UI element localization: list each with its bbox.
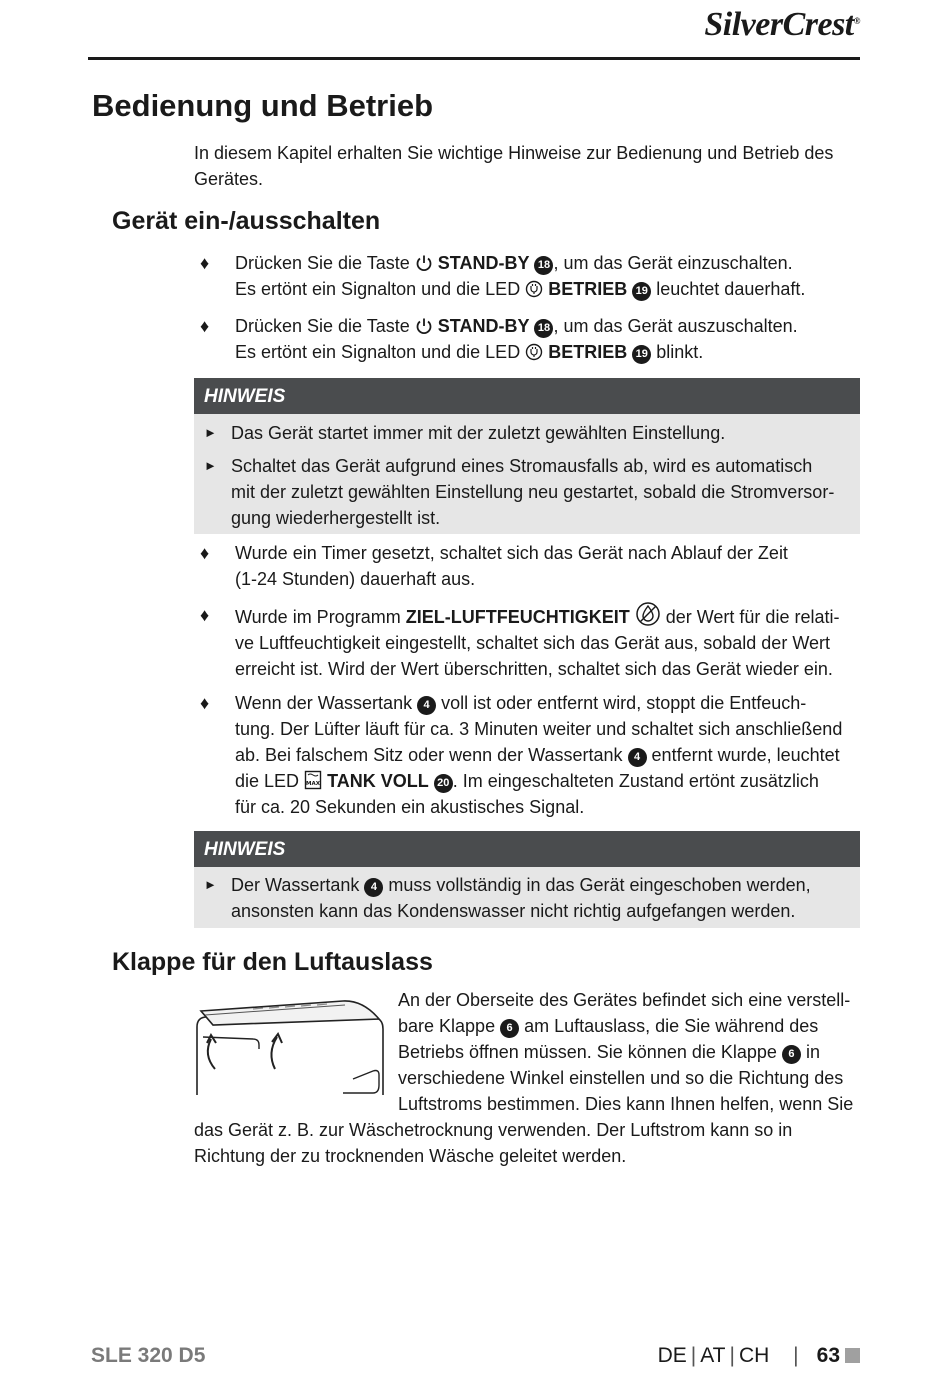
bullet-diamond: ♦: [200, 253, 210, 273]
list-item: ♦ Drücken Sie die Taste STAND-BY 18 , um das Gerät auszuschalten. Es ertönt ein Signalton und die LED BETRIEB 19 blinkt.: [200, 313, 860, 365]
bullet-diamond: ♦: [200, 543, 210, 563]
note-heading: HINWEIS: [194, 831, 860, 867]
section-heading-power: Gerät ein-/ausschalten: [112, 207, 381, 235]
brand-logo: SilverCrest®: [704, 6, 860, 43]
list-item: ♦ Wurde im Programm ZIEL-LUFTFEUCHTIGKEIT der Wert für die relati- ve Luftfeuchtigkeit eingestellt, schaltet sich das Gerät aus, sobald der Wert erreicht ist. Wird der Wert überschritten, schaltet sich das Gerät wieder ein.: [200, 602, 860, 682]
callout-number: 4: [364, 878, 383, 897]
target-humidity-icon: [635, 602, 661, 626]
list-item: ♦ Wenn der Wassertank 4 voll ist oder entfernt wird, stoppt die Entfeuch- tung. Der Lüfter läuft für ca. 3 Minuten weiter und schaltet sich anschließend ab. Bei falschem Sitz oder wenn der Wassertank 4 entfernt wurde, leuchtet die LED MAX TANK VOLL 20 . Im eingeschalteten Zustand ertönt zusätzlich für ca. 20 Sekunden ein akustisches Signal.: [200, 690, 860, 820]
page-number: 63: [816, 1344, 840, 1367]
bullet-diamond: ♦: [200, 605, 210, 625]
note-item: ► Das Gerät startet immer mit der zuletzt gewählten Einstellung.: [194, 420, 860, 446]
callout-number: 4: [417, 696, 436, 715]
note-box: [194, 378, 860, 534]
tank-max-label: MAX: [306, 781, 321, 787]
tank-full-icon: [304, 770, 322, 790]
list-item: ♦ Wurde ein Timer gesetzt, schaltet sich das Gerät nach Ablauf der Zeit (1-24 Stunden) dauerhaft aus.: [200, 540, 860, 592]
operation-led-icon: [525, 280, 543, 298]
arrow-right-icon: ►: [204, 877, 217, 892]
callout-number: 4: [628, 748, 647, 767]
page-marker-square: [845, 1348, 860, 1363]
callout-number: 18: [534, 319, 553, 338]
footer-lang-ch: CH: [738, 1344, 770, 1367]
air-outlet-flap-illustration: [193, 997, 389, 1097]
callout-number: 19: [632, 345, 651, 364]
power-icon: [415, 317, 433, 335]
footer-lang-at: AT: [700, 1344, 726, 1367]
callout-number: 20: [434, 774, 453, 793]
footer-lang-de: DE: [657, 1344, 687, 1367]
callout-number: 19: [632, 282, 651, 301]
note-item: ► Der Wassertank 4 muss vollständig in das Gerät eingeschoben werden, ansonsten kann das Kondenswasser nicht richtig aufgefangen werden.: [194, 872, 860, 924]
callout-number: 6: [500, 1019, 519, 1038]
intro-paragraph: In diesem Kapitel erhalten Sie wichtige Hinweise zur Bedienung und Betrieb des Gerätes.: [194, 143, 834, 189]
callout-number: 18: [534, 256, 553, 275]
note-box: [194, 831, 860, 928]
note-item: ► Schaltet das Gerät aufgrund eines Stromausfalls ab, wird es automatisch mit der zuletzt gewählten Einstellung neu gestartet, sobald die Stromversor- gung wiederhergestellt ist.: [194, 453, 860, 531]
power-icon: [415, 254, 433, 272]
bullet-diamond: ♦: [200, 693, 210, 713]
section-heading-air-outlet: Klappe für den Luftauslass: [112, 948, 433, 976]
header-rule: [88, 57, 860, 60]
list-item: ♦ Drücken Sie die Taste STAND-BY 18 , um das Gerät einzuschalten. Es ertönt ein Signalton und die LED BETRIEB 19 leuchtet dauerhaft.: [200, 250, 860, 302]
note-heading: HINWEIS: [194, 378, 860, 414]
arrow-right-icon: ►: [204, 425, 217, 440]
operation-led-icon: [525, 343, 543, 361]
footer-model: SLE 320 D5: [91, 1344, 206, 1367]
footer-page-info: DE | AT | CH | 63: [658, 1344, 860, 1368]
air-outlet-paragraph-right: An der Oberseite des Gerätes befindet sich eine verstell- bare Klappe 6 am Luftauslass, die Sie während des Betriebs öffnen müssen. Sie können die Klappe 6 in verschiedene Winkel einstellen und so die Richtung des Luftstroms bestimmen. Dies kann Ihnen helfen, wenn Sie: [398, 990, 854, 1114]
callout-number: 6: [782, 1045, 801, 1064]
bullet-diamond: ♦: [200, 316, 210, 336]
air-outlet-paragraph-full: das Gerät z. B. zur Wäschetrocknung verwenden. Der Luftstrom kann so in Richtung der zu trocknenden Wäsche geleitet werden.: [194, 1120, 793, 1166]
page-title: Bedienung und Betrieb: [92, 88, 433, 123]
arrow-right-icon: ►: [204, 458, 217, 473]
